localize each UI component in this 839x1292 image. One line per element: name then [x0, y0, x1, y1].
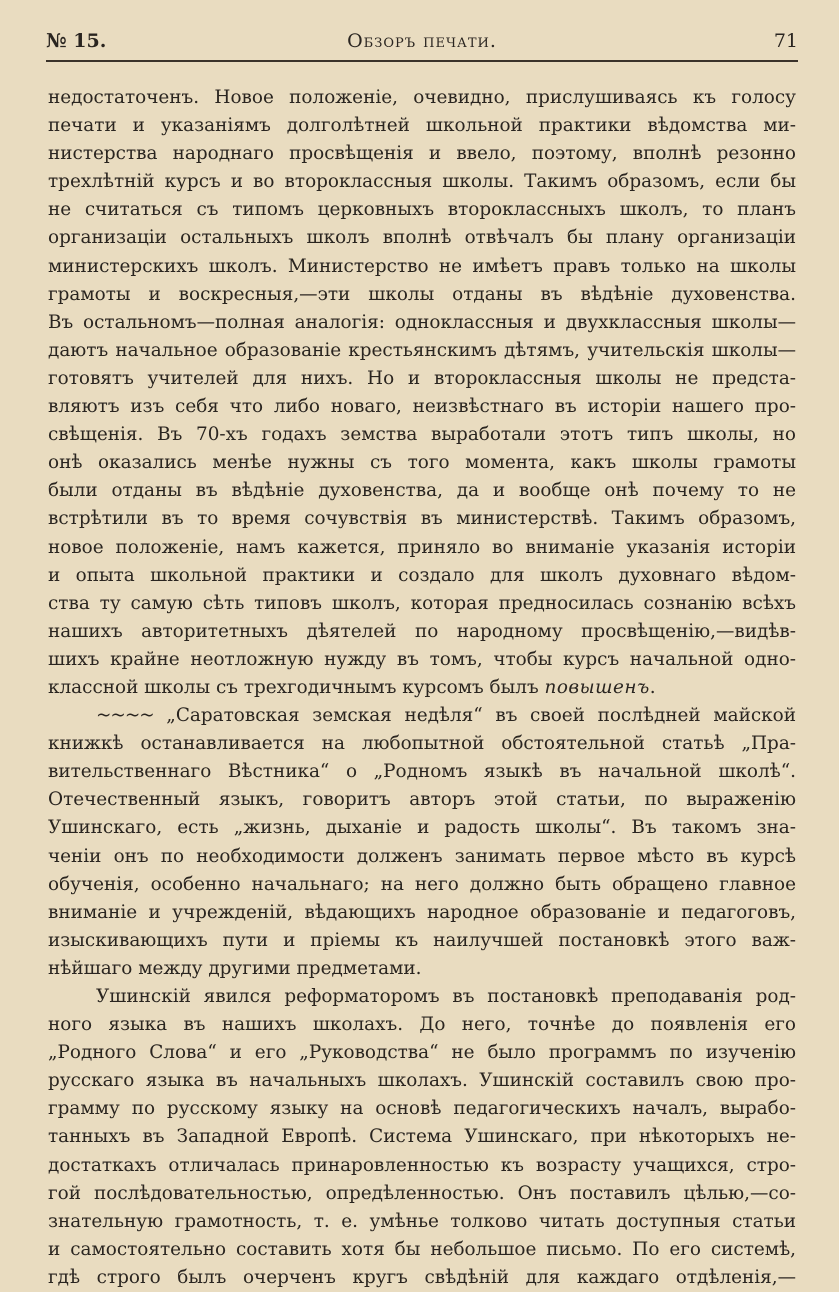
- article-body: [48, 84, 796, 1292]
- text-line: были отданы въ вѣдѣніе духовенства, да и вообще онѣ почему то не: [48, 480, 796, 502]
- text-line: изыскивающихъ пути и пріемы къ наилучшей постановкѣ этого важ-: [48, 929, 796, 951]
- text-line-first: Ушинскій явился реформаторомъ въ постановкѣ преподаванія род-: [96, 986, 796, 1007]
- text-line-first: [48, 702, 796, 730]
- text-line: нашихъ авторитетныхъ дѣятелей по народному просвѣщенію,—видѣв-: [48, 620, 796, 642]
- emphasized-word: повышенъ: [544, 676, 650, 698]
- text-line-last: нѣйшаго между другими предметами.: [48, 957, 422, 979]
- text-line: русскаго языка въ начальныхъ школахъ. Ушинскій составилъ свою про-: [48, 1070, 796, 1092]
- paragraph-1: [48, 84, 796, 702]
- section-title: Обзоръ печати.: [347, 30, 497, 52]
- text-line: и опыта школьной практики и создало для школъ духовнаго вѣдом-: [48, 564, 796, 586]
- text-line: „Родного Слова“ и его „Руководства“ не было программъ по изученію: [48, 1042, 796, 1064]
- text-line: достаткахъ отличалась принаровленностью къ возрасту учащихся, стро-: [48, 1154, 796, 1176]
- text-line: ченіи онъ по необходимости долженъ занимать первое мѣсто въ курсѣ: [48, 845, 796, 867]
- paragraph-3: [48, 983, 796, 1292]
- text-line: ства ту самую сѣть типовъ школъ, которая предносилась сознанію всѣхъ: [48, 592, 796, 614]
- text-line: печати и указаніямъ долголѣтней школьной практики вѣдомства ми-: [48, 115, 796, 137]
- page-number: 71: [773, 30, 798, 52]
- text-line: недостаточенъ. Новое положеніе, очевидно, прислушиваясь къ голосу: [48, 87, 796, 108]
- text-line: Отечественный языкъ, говоритъ авторъ этой статьи, по выраженію: [48, 789, 796, 811]
- text-fragment: .: [649, 676, 656, 698]
- text-line: онѣ оказались менѣе нужны съ того момента, какъ школы грамоты: [48, 452, 796, 474]
- text-line: ного языка въ нашихъ школахъ. До него, точнѣе до появленія его: [48, 1014, 796, 1036]
- paragraph-2: [48, 702, 796, 983]
- text-line: готовятъ учителей для нихъ. Но и второклассныя школы не предста-: [48, 367, 796, 389]
- text-line: новое положеніе, намъ кажется, приняло во вниманіе указанія исторіи: [48, 536, 796, 558]
- text-line: вляютъ изъ себя что либо новаго, неизвѣстнаго въ исторіи нашего про-: [48, 396, 796, 418]
- text-line: грамоты и воскресныя,—эти школы отданы въ вѣдѣніе духовенства.: [48, 283, 796, 305]
- text-line: даютъ начальное образованіе крестьянскимъ дѣтямъ, учительскія школы—: [48, 339, 796, 361]
- text-line: знательную грамотность, т. е. умѣнье толково читать доступныя статьи: [48, 1210, 796, 1232]
- text-line-last: [48, 674, 796, 702]
- text-line: Ушинскаго, есть „жизнь, дыханіе и радость школы“. Въ такомъ зна-: [48, 817, 796, 839]
- text-fragment: классной школы съ трехгодичнымъ курсомъ былъ: [48, 676, 545, 698]
- text-line: грамму по русскому языку на основѣ педагогическихъ началъ, вырабо-: [48, 1098, 796, 1120]
- text-line: нистерства народнаго просвѣщенія и ввело, поэтому, вполнѣ резонно: [48, 143, 796, 165]
- text-line: вниманіе и учрежденій, вѣдающихъ народное образованіе и педагоговъ,: [48, 901, 796, 923]
- text-line: вительственнаго Вѣстника“ о „Родномъ языкѣ въ начальной школѣ“.: [48, 761, 796, 783]
- wave-ornament: ~~~~: [96, 705, 154, 727]
- running-header: [46, 30, 798, 60]
- text-line: гдѣ строго былъ очерченъ кругъ свѣдѣній для каждаго отдѣленія,—: [48, 1266, 796, 1288]
- text-line: организаціи остальныхъ школъ вполнѣ отвѣчалъ бы плану организаціи: [48, 227, 796, 249]
- text-line: гой послѣдовательностью, опредѣленностью. Онъ поставилъ цѣлью,—со-: [48, 1182, 796, 1204]
- text-line: книжкѣ останавливается на любопытной обстоятельной статьѣ „Пра-: [48, 733, 796, 755]
- issue-number: № 15.: [46, 30, 107, 52]
- text-line: шихъ крайне неотложную нужду въ томъ, чтобы курсъ начальной одно-: [48, 648, 796, 670]
- text-line: обученія, особенно начальнаго; на него должно быть обращено главное: [48, 873, 796, 895]
- text-fragment: „Саратовская земская недѣля“ въ своей послѣдней майской: [153, 705, 796, 727]
- text-line: министерскихъ школъ. Министерство не имѣетъ правъ только на школы: [48, 255, 796, 277]
- text-line: Въ остальномъ—полная аналогія: одноклассныя и двухклассныя школы—: [48, 311, 796, 333]
- text-line: танныхъ въ Западной Европѣ. Система Ушинскаго, при нѣкоторыхъ не-: [48, 1126, 796, 1148]
- header-rule: [46, 60, 798, 62]
- text-line: встрѣтили въ то время сочувствія въ министерствѣ. Такимъ образомъ,: [48, 508, 796, 530]
- text-line: и самостоятельно составить хотя бы небольшое письмо. По его системѣ,: [48, 1238, 796, 1260]
- text-line: не считаться съ типомъ церковныхъ второклассныхъ школъ, то планъ: [48, 199, 796, 221]
- text-line: свѣщенія. Въ 70-хъ годахъ земства выработали этотъ типъ школы, но: [48, 424, 796, 446]
- text-line: трехлѣтній курсъ и во второклассныя школы. Такимъ образомъ, если бы: [48, 171, 796, 193]
